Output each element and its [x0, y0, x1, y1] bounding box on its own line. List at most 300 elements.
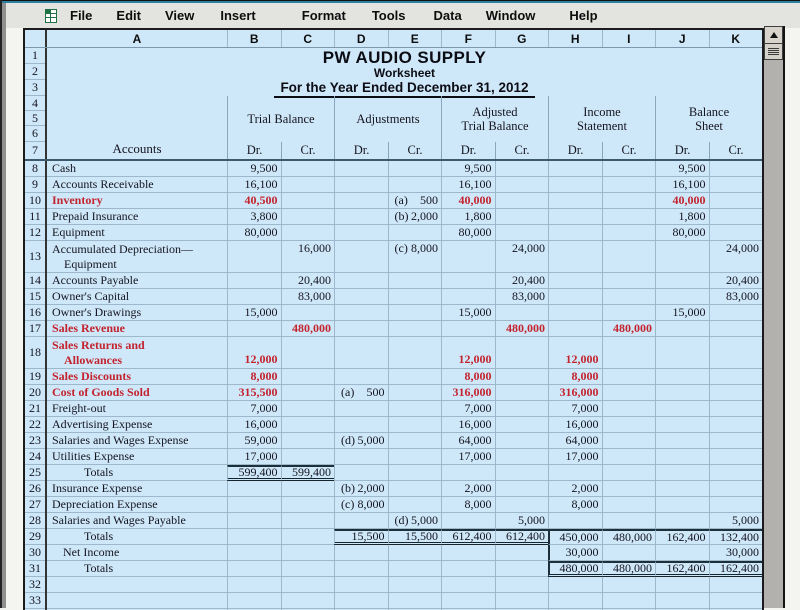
- cell-F18[interactable]: [441, 337, 495, 369]
- cell-E14[interactable]: [388, 273, 442, 289]
- account-cell-17[interactable]: [47, 321, 227, 337]
- cell-K32[interactable]: [709, 577, 763, 593]
- group-label-adjusted-trial-balance[interactable]: [442, 96, 548, 142]
- cell-H30[interactable]: [548, 545, 602, 561]
- cell-G10[interactable]: [495, 193, 549, 209]
- cell-I8[interactable]: [602, 161, 656, 177]
- cell-C23[interactable]: [281, 433, 335, 449]
- column-header-C[interactable]: C: [281, 30, 335, 47]
- cell-K23[interactable]: [709, 433, 763, 449]
- row-header-23[interactable]: 23: [25, 433, 45, 449]
- cell-K8[interactable]: [709, 161, 763, 177]
- menu-item-help[interactable]: Help: [569, 8, 598, 23]
- cell-J9[interactable]: [655, 177, 709, 193]
- cell-B8[interactable]: [227, 161, 281, 177]
- cell-D10[interactable]: [334, 193, 388, 209]
- cell-E25[interactable]: [388, 465, 442, 481]
- cell-D29[interactable]: [334, 529, 388, 545]
- cell-E21[interactable]: [388, 401, 442, 417]
- cell-G27[interactable]: [495, 497, 549, 513]
- cell-G20[interactable]: [495, 385, 549, 401]
- cell-D33[interactable]: [334, 593, 388, 609]
- menu-item-data[interactable]: Data: [433, 8, 462, 23]
- cell-G19[interactable]: [495, 369, 549, 385]
- cell-J21[interactable]: [655, 401, 709, 417]
- cell-E30[interactable]: [388, 545, 442, 561]
- cell-D9[interactable]: [334, 177, 388, 193]
- cell-H28[interactable]: [548, 513, 602, 529]
- cell-D16[interactable]: [334, 305, 388, 321]
- cell-H9[interactable]: [548, 177, 602, 193]
- cell-F23[interactable]: [441, 433, 495, 449]
- cell-K15[interactable]: [709, 289, 763, 305]
- cell-H25[interactable]: [548, 465, 602, 481]
- row-header-5[interactable]: 5: [25, 111, 45, 126]
- cell-D19[interactable]: [334, 369, 388, 385]
- row-header-13[interactable]: 13: [25, 241, 45, 273]
- cell-H17[interactable]: [548, 321, 602, 337]
- cell-G21[interactable]: [495, 401, 549, 417]
- row-header-30[interactable]: 30: [25, 545, 45, 561]
- cell-K17[interactable]: [709, 321, 763, 337]
- menu-item-edit[interactable]: Edit: [116, 8, 141, 23]
- cell-C10[interactable]: [281, 193, 335, 209]
- cell-F15[interactable]: [441, 289, 495, 305]
- column-header-E[interactable]: E: [388, 30, 442, 47]
- cell-J16[interactable]: [655, 305, 709, 321]
- cell-F31[interactable]: [441, 561, 495, 577]
- cell-J15[interactable]: [655, 289, 709, 305]
- cell-F11[interactable]: [441, 209, 495, 225]
- cell-D28[interactable]: [334, 513, 388, 529]
- account-cell-16[interactable]: [47, 305, 227, 321]
- cell-K26[interactable]: [709, 481, 763, 497]
- cell-E31[interactable]: [388, 561, 442, 577]
- menu-item-window[interactable]: Window: [485, 8, 536, 23]
- cell-F26[interactable]: [441, 481, 495, 497]
- column-header-J[interactable]: J: [655, 30, 709, 47]
- cell-D23[interactable]: [334, 433, 388, 449]
- cell-F16[interactable]: [441, 305, 495, 321]
- cell-K25[interactable]: [709, 465, 763, 481]
- cell-G32[interactable]: [495, 577, 549, 593]
- cell-I33[interactable]: [602, 593, 656, 609]
- cell-B12[interactable]: [227, 225, 281, 241]
- cell-E17[interactable]: [388, 321, 442, 337]
- cell-E22[interactable]: [388, 417, 442, 433]
- cell-I20[interactable]: [602, 385, 656, 401]
- row-header-15[interactable]: 15: [25, 289, 45, 305]
- cell-I22[interactable]: [602, 417, 656, 433]
- subheader-trial-balance-cr[interactable]: Cr.: [281, 142, 334, 159]
- row-header-31[interactable]: 31: [25, 561, 45, 577]
- cell-K33[interactable]: [709, 593, 763, 609]
- cell-H11[interactable]: [548, 209, 602, 225]
- account-cell-14[interactable]: [47, 273, 227, 289]
- group-label-balance-sheet[interactable]: [656, 96, 762, 142]
- row-header-1[interactable]: 1: [25, 48, 45, 64]
- cell-H22[interactable]: [548, 417, 602, 433]
- row-header-12[interactable]: 12: [25, 225, 45, 241]
- cell-B9[interactable]: [227, 177, 281, 193]
- cell-E15[interactable]: [388, 289, 442, 305]
- cell-F33[interactable]: [441, 593, 495, 609]
- row-header-14[interactable]: 14: [25, 273, 45, 289]
- cell-C13[interactable]: [281, 241, 335, 273]
- cell-C17[interactable]: [281, 321, 335, 337]
- account-cell-33[interactable]: [47, 593, 227, 609]
- row-header-11[interactable]: 11: [25, 209, 45, 225]
- account-cell-28[interactable]: [47, 513, 227, 529]
- cell-F21[interactable]: [441, 401, 495, 417]
- cell-I29[interactable]: [602, 529, 656, 545]
- account-cell-13[interactable]: [47, 241, 227, 273]
- cell-K19[interactable]: [709, 369, 763, 385]
- account-cell-22[interactable]: [47, 417, 227, 433]
- cell-B17[interactable]: [227, 321, 281, 337]
- cell-J33[interactable]: [655, 593, 709, 609]
- cell-I16[interactable]: [602, 305, 656, 321]
- cell-B20[interactable]: [227, 385, 281, 401]
- cell-E9[interactable]: [388, 177, 442, 193]
- cell-F24[interactable]: [441, 449, 495, 465]
- row-header-26[interactable]: 26: [25, 481, 45, 497]
- cell-J27[interactable]: [655, 497, 709, 513]
- cell-H18[interactable]: [548, 337, 602, 369]
- cell-B15[interactable]: [227, 289, 281, 305]
- cell-I30[interactable]: [602, 545, 656, 561]
- cell-J32[interactable]: [655, 577, 709, 593]
- cell-G15[interactable]: [495, 289, 549, 305]
- cell-B10[interactable]: [227, 193, 281, 209]
- cell-I10[interactable]: [602, 193, 656, 209]
- cell-J26[interactable]: [655, 481, 709, 497]
- cell-C11[interactable]: [281, 209, 335, 225]
- group-label-income-statement[interactable]: [549, 96, 655, 142]
- cell-E16[interactable]: [388, 305, 442, 321]
- cell-J11[interactable]: [655, 209, 709, 225]
- menu-item-format[interactable]: Format: [301, 8, 346, 23]
- cell-F27[interactable]: [441, 497, 495, 513]
- cell-E32[interactable]: [388, 577, 442, 593]
- subheader-adjustments-dr[interactable]: Dr.: [353, 143, 370, 157]
- cell-J24[interactable]: [655, 449, 709, 465]
- cell-H24[interactable]: [548, 449, 602, 465]
- cell-D13[interactable]: [334, 241, 388, 273]
- row-header-6[interactable]: 6: [25, 126, 45, 142]
- account-cell-32[interactable]: [47, 577, 227, 593]
- cell-F19[interactable]: [441, 369, 495, 385]
- cell-D14[interactable]: [334, 273, 388, 289]
- cell-G12[interactable]: [495, 225, 549, 241]
- account-cell-21[interactable]: [47, 401, 227, 417]
- subheader-income-statement-cr[interactable]: Cr.: [602, 142, 655, 159]
- row-header-9[interactable]: 9: [25, 177, 45, 193]
- cell-I14[interactable]: [602, 273, 656, 289]
- cell-E28[interactable]: [388, 513, 442, 529]
- cell-I25[interactable]: [602, 465, 656, 481]
- account-cell-9[interactable]: [47, 177, 227, 193]
- row-header-7[interactable]: 7: [32, 143, 38, 157]
- cell-J18[interactable]: [655, 337, 709, 369]
- cell-D32[interactable]: [334, 577, 388, 593]
- cell-K27[interactable]: [709, 497, 763, 513]
- cell-D17[interactable]: [334, 321, 388, 337]
- row-header-22[interactable]: 22: [25, 417, 45, 433]
- cell-H10[interactable]: [548, 193, 602, 209]
- cell-B21[interactable]: [227, 401, 281, 417]
- cell-C18[interactable]: [281, 337, 335, 369]
- cell-B16[interactable]: [227, 305, 281, 321]
- cell-D24[interactable]: [334, 449, 388, 465]
- cell-J30[interactable]: [655, 545, 709, 561]
- account-cell-20[interactable]: [47, 385, 227, 401]
- cell-C19[interactable]: [281, 369, 335, 385]
- cell-J20[interactable]: [655, 385, 709, 401]
- account-cell-8[interactable]: [47, 161, 227, 177]
- cell-I11[interactable]: [602, 209, 656, 225]
- cell-B13[interactable]: [227, 241, 281, 273]
- cell-B26[interactable]: [227, 481, 281, 497]
- row-header-2[interactable]: 2: [25, 64, 45, 80]
- cell-J23[interactable]: [655, 433, 709, 449]
- cell-E29[interactable]: [388, 529, 442, 545]
- cell-G8[interactable]: [495, 161, 549, 177]
- cell-H31[interactable]: [548, 561, 602, 577]
- cell-C29[interactable]: [281, 529, 335, 545]
- cell-D11[interactable]: [334, 209, 388, 225]
- row-header-32[interactable]: 32: [25, 577, 45, 593]
- cell-G13[interactable]: [495, 241, 549, 273]
- cell-C27[interactable]: [281, 497, 335, 513]
- cell-H13[interactable]: [548, 241, 602, 273]
- account-cell-31[interactable]: [47, 561, 227, 577]
- scroll-up-button[interactable]: [764, 26, 783, 44]
- cell-H19[interactable]: [548, 369, 602, 385]
- cell-G17[interactable]: [495, 321, 549, 337]
- cell-J25[interactable]: [655, 465, 709, 481]
- cell-I17[interactable]: [602, 321, 656, 337]
- cell-I31[interactable]: [602, 561, 656, 577]
- account-cell-23[interactable]: [47, 433, 227, 449]
- cell-E26[interactable]: [388, 481, 442, 497]
- cell-G18[interactable]: [495, 337, 549, 369]
- cell-G31[interactable]: [495, 561, 549, 577]
- cell-E13[interactable]: [388, 241, 442, 273]
- cell-F22[interactable]: [441, 417, 495, 433]
- cell-E18[interactable]: [388, 337, 442, 369]
- cell-C15[interactable]: [281, 289, 335, 305]
- subheader-adjustments-cr[interactable]: Cr.: [388, 142, 441, 159]
- cell-B28[interactable]: [227, 513, 281, 529]
- vertical-scrollbar[interactable]: [764, 26, 785, 608]
- row-header-16[interactable]: 16: [25, 305, 45, 321]
- cell-C28[interactable]: [281, 513, 335, 529]
- cell-F9[interactable]: [441, 177, 495, 193]
- cell-C31[interactable]: [281, 561, 335, 577]
- cell-B22[interactable]: [227, 417, 281, 433]
- cell-C16[interactable]: [281, 305, 335, 321]
- cell-B19[interactable]: [227, 369, 281, 385]
- cell-I24[interactable]: [602, 449, 656, 465]
- cell-D27[interactable]: [334, 497, 388, 513]
- column-header-D[interactable]: D: [334, 30, 388, 47]
- cell-H12[interactable]: [548, 225, 602, 241]
- cell-D25[interactable]: [334, 465, 388, 481]
- cell-K29[interactable]: [709, 529, 763, 545]
- subheader-trial-balance-dr[interactable]: Dr.: [246, 143, 263, 157]
- cell-F17[interactable]: [441, 321, 495, 337]
- cell-C8[interactable]: [281, 161, 335, 177]
- cell-B23[interactable]: [227, 433, 281, 449]
- menu-item-view[interactable]: View: [164, 8, 195, 23]
- cell-C24[interactable]: [281, 449, 335, 465]
- account-cell-26[interactable]: [47, 481, 227, 497]
- cell-K30[interactable]: [709, 545, 763, 561]
- menu-item-file[interactable]: File: [70, 8, 93, 23]
- account-cell-19[interactable]: [47, 369, 227, 385]
- menu-item-insert[interactable]: Insert: [220, 8, 256, 23]
- cell-D18[interactable]: [334, 337, 388, 369]
- row-header-18[interactable]: 18: [25, 337, 45, 369]
- cell-D31[interactable]: [334, 561, 388, 577]
- cell-B14[interactable]: [227, 273, 281, 289]
- cell-E27[interactable]: [388, 497, 442, 513]
- cell-G26[interactable]: [495, 481, 549, 497]
- column-header-A[interactable]: A: [132, 31, 142, 46]
- account-cell-18[interactable]: [47, 337, 227, 369]
- cell-I32[interactable]: [602, 577, 656, 593]
- cell-G24[interactable]: [495, 449, 549, 465]
- cell-K12[interactable]: [709, 225, 763, 241]
- cell-J17[interactable]: [655, 321, 709, 337]
- cell-E20[interactable]: [388, 385, 442, 401]
- row-header-19[interactable]: 19: [25, 369, 45, 385]
- cell-I23[interactable]: [602, 433, 656, 449]
- cell-F30[interactable]: [441, 545, 495, 561]
- cell-K22[interactable]: [709, 417, 763, 433]
- cell-H27[interactable]: [548, 497, 602, 513]
- cell-C9[interactable]: [281, 177, 335, 193]
- cell-J29[interactable]: [655, 529, 709, 545]
- row-header-17[interactable]: 17: [25, 321, 45, 337]
- group-label-trial-balance[interactable]: [228, 96, 334, 142]
- column-header-I[interactable]: I: [602, 30, 656, 47]
- cell-E23[interactable]: [388, 433, 442, 449]
- cell-C22[interactable]: [281, 417, 335, 433]
- cell-C26[interactable]: [281, 481, 335, 497]
- cell-K13[interactable]: [709, 241, 763, 273]
- cell-B31[interactable]: [227, 561, 281, 577]
- cell-G14[interactable]: [495, 273, 549, 289]
- column-header-H[interactable]: H: [548, 30, 602, 47]
- cell-D26[interactable]: [334, 481, 388, 497]
- cell-B29[interactable]: [227, 529, 281, 545]
- cell-G33[interactable]: [495, 593, 549, 609]
- column-header-K[interactable]: K: [709, 30, 763, 47]
- row-header-20[interactable]: 20: [25, 385, 45, 401]
- row-header-33[interactable]: 33: [25, 593, 45, 609]
- account-cell-30[interactable]: [47, 545, 227, 561]
- cell-J19[interactable]: [655, 369, 709, 385]
- subheader-adjusted-trial-balance-dr[interactable]: Dr.: [460, 143, 477, 157]
- cell-E12[interactable]: [388, 225, 442, 241]
- cell-K18[interactable]: [709, 337, 763, 369]
- cell-D20[interactable]: [334, 385, 388, 401]
- account-cell-24[interactable]: [47, 449, 227, 465]
- cell-I27[interactable]: [602, 497, 656, 513]
- cell-B33[interactable]: [227, 593, 281, 609]
- cell-I12[interactable]: [602, 225, 656, 241]
- cell-J10[interactable]: [655, 193, 709, 209]
- cell-I13[interactable]: [602, 241, 656, 273]
- cell-E11[interactable]: [388, 209, 442, 225]
- cell-C20[interactable]: [281, 385, 335, 401]
- scrollbar-thumb[interactable]: [764, 44, 783, 60]
- cell-C25[interactable]: [281, 465, 335, 481]
- cell-E24[interactable]: [388, 449, 442, 465]
- account-cell-12[interactable]: [47, 225, 227, 241]
- cell-G22[interactable]: [495, 417, 549, 433]
- subheader-income-statement-dr[interactable]: Dr.: [567, 143, 584, 157]
- cell-I21[interactable]: [602, 401, 656, 417]
- cell-J22[interactable]: [655, 417, 709, 433]
- cell-I9[interactable]: [602, 177, 656, 193]
- cell-K31[interactable]: [709, 561, 763, 577]
- cell-H8[interactable]: [548, 161, 602, 177]
- cell-F20[interactable]: [441, 385, 495, 401]
- cell-I18[interactable]: [602, 337, 656, 369]
- cell-H23[interactable]: [548, 433, 602, 449]
- cell-G29[interactable]: [495, 529, 549, 545]
- cell-F32[interactable]: [441, 577, 495, 593]
- cell-K20[interactable]: [709, 385, 763, 401]
- title-merged-cell[interactable]: [47, 48, 762, 96]
- cell-H15[interactable]: [548, 289, 602, 305]
- cell-C33[interactable]: [281, 593, 335, 609]
- cell-I28[interactable]: [602, 513, 656, 529]
- cell-K11[interactable]: [709, 209, 763, 225]
- cell-E19[interactable]: [388, 369, 442, 385]
- cell-C21[interactable]: [281, 401, 335, 417]
- account-cell-15[interactable]: [47, 289, 227, 305]
- account-cell-10[interactable]: [47, 193, 227, 209]
- cell-B32[interactable]: [227, 577, 281, 593]
- cell-F29[interactable]: [441, 529, 495, 545]
- accounts-column-header[interactable]: Accounts: [112, 141, 162, 156]
- cell-G30[interactable]: [495, 545, 549, 561]
- row-header-25[interactable]: 25: [25, 465, 45, 481]
- cell-K28[interactable]: [709, 513, 763, 529]
- cell-F14[interactable]: [441, 273, 495, 289]
- subheader-balance-sheet-dr[interactable]: Dr.: [674, 143, 691, 157]
- row-header-27[interactable]: 27: [25, 497, 45, 513]
- subheader-balance-sheet-cr[interactable]: Cr.: [709, 142, 762, 159]
- cell-B11[interactable]: [227, 209, 281, 225]
- cell-K10[interactable]: [709, 193, 763, 209]
- row-header-10[interactable]: 10: [25, 193, 45, 209]
- cell-G23[interactable]: [495, 433, 549, 449]
- cell-D15[interactable]: [334, 289, 388, 305]
- cell-F12[interactable]: [441, 225, 495, 241]
- cell-D30[interactable]: [334, 545, 388, 561]
- cell-G28[interactable]: [495, 513, 549, 529]
- cell-C30[interactable]: [281, 545, 335, 561]
- row-header-28[interactable]: 28: [25, 513, 45, 529]
- cell-K24[interactable]: [709, 449, 763, 465]
- cell-H26[interactable]: [548, 481, 602, 497]
- cell-J8[interactable]: [655, 161, 709, 177]
